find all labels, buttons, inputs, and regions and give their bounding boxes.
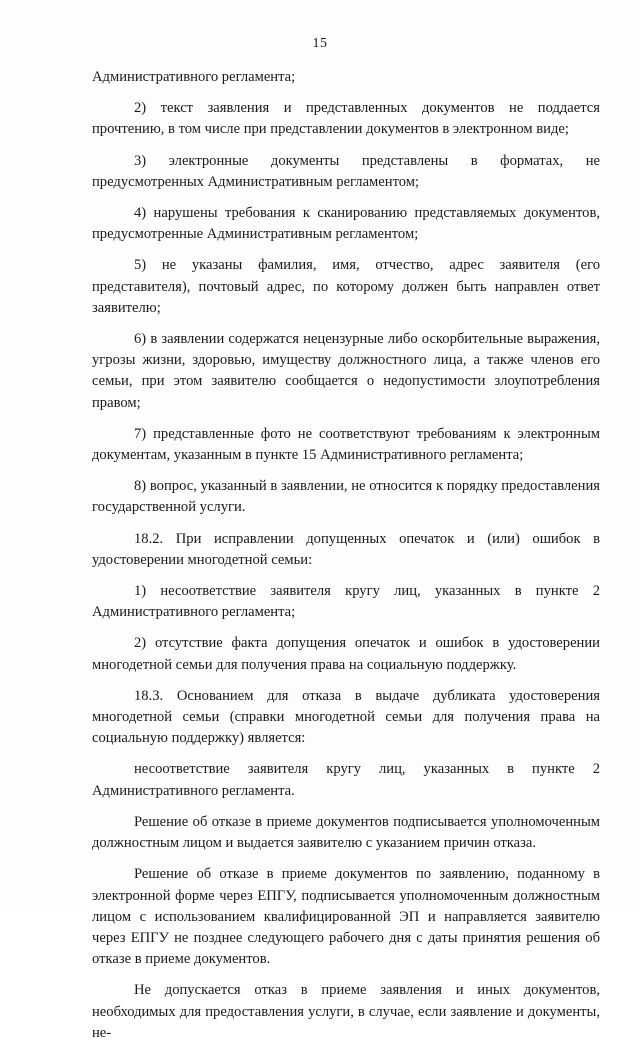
paragraph: 2) текст заявления и представленных документов не поддается прочтению, в том числе при представлении документов в электронном виде; [92,100,600,138]
paragraph: Решение об отказе в приеме документов подписывается уполномоченным должностным лицом и выдается заявителю с указанием причин отказа. [92,813,600,852]
paragraph: 2) отсутствие факта допущения опечаток и ошибок в удостоверении многодетной семьи для получения права на социальную поддержку. [92,635,600,673]
paragraph: 8) вопрос, указанный в заявлении, не относится к порядку предоставления государственной услуги. [92,478,600,516]
paragraph: 7) представленные фото не соответствуют требованиям к электронным документам, указанным в пункте 15 Административного регламента; [92,425,600,464]
paragraph: 5) не указаны фамилия, имя, отчество, адрес заявителя (его представителя), почтовый адрес, по которому должен быть направлен ответ заявителю; [92,257,600,316]
paragraph: 18.2. При исправлении допущенных опечаток и (или) ошибок в удостоверении многодетной семьи: [92,530,600,568]
paragraph: Административного регламента; [92,69,296,85]
paragraph: 6) в заявлении содержатся нецензурные либо оскорбительные выражения, угрозы жизни, здоровью, имуществу должностного лица, а также членов его семьи, при этом заявителю сообщается о недопустимости злоупотребления правом; [92,331,600,411]
paragraph: Решение об отказе в приеме документов по заявлению, поданному в электронной форме через ЕПГУ, подписывается уполномоченным должностным лицом с использованием квалифицированной ЭП и направляется заявителю через ЕПГУ не позднее следующего рабочего дня с даты принятия решения об отказе в приеме документов. [92,866,600,968]
paragraph: 18.3. Основанием для отказа в выдаче дубликата удостоверения многодетной семьи (справки многодетной семьи для получения права на социальную поддержку) является: [92,687,600,747]
paragraph: 3) электронные документы представлены в форматах, не предусмотренных Административным регламентом; [92,152,600,190]
paragraph: несоответствие заявителя кругу лиц, указанных в пункте 2 Административного регламента. [92,761,600,799]
page-number: 15 [312,36,328,51]
paragraph: Не допускается отказ в приеме заявления и иных документов, необходимых для предоставления услуги, в случае, если заявление и документы, не- [92,982,600,1041]
document-body [92,67,600,1054]
paragraph: 4) нарушены требования к сканированию представляемых документов, предусмотренные Административным регламентом; [92,205,600,243]
paragraph: 1) несоответствие заявителя кругу лиц, указанных в пункте 2 Административного регламента; [92,583,600,621]
